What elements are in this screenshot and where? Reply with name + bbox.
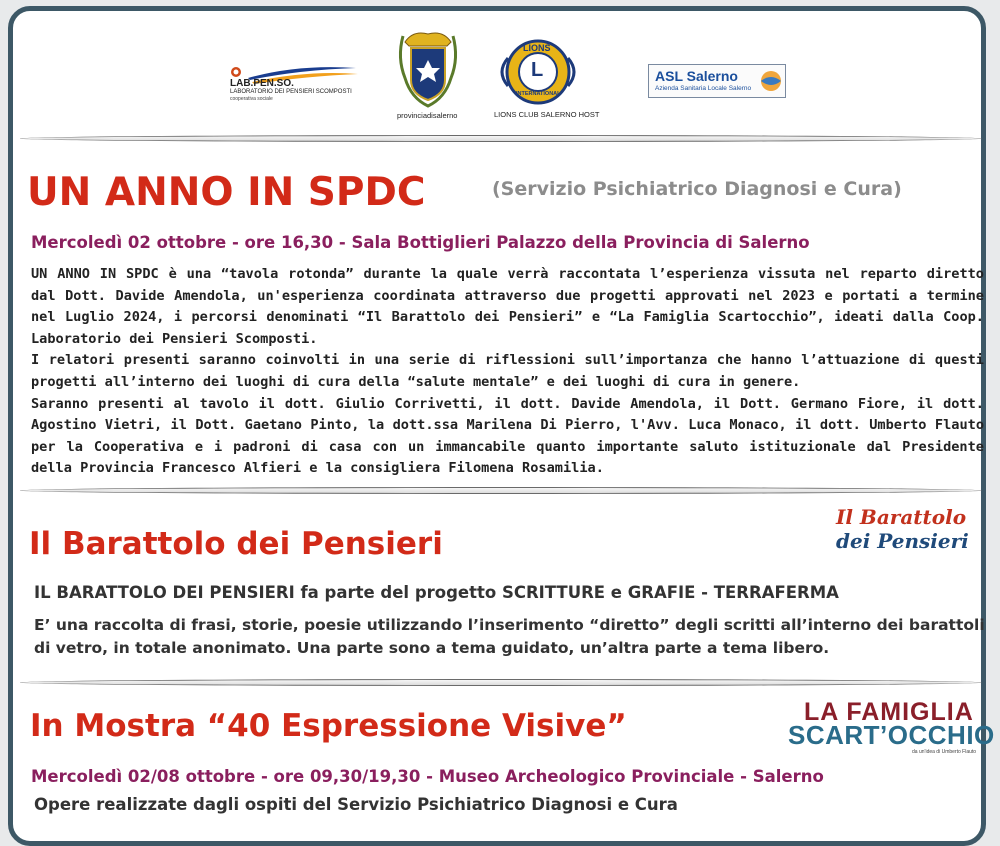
famiglia-logo	[788, 698, 995, 760]
section3-title: In Mostra “40 Espressione Visive”	[30, 708, 627, 744]
lions-caption: LIONS CLUB SALERNO HOST	[494, 110, 600, 119]
divider-3	[20, 679, 982, 686]
barattolo-logo-line2: dei Pensieri	[836, 529, 969, 553]
famiglia-logo-line1: LA FAMIGLIA	[804, 698, 974, 726]
barattolo-logo	[836, 505, 969, 567]
section1-subtitle: (Servizio Psichiatrico Diagnosi e Cura)	[492, 178, 902, 200]
section1-paragraph-3: Saranno presenti al tavolo il dott. Giulio Corrivetti, il dott. Davide Amendola, il Dott. Germano Fiore, il dott. Agostino Vietri, il Dott. Gaetano Pinto, la dott.ssa Marilena Di Pierro, l'Avv. Luca Monaco, il dott. Umberto Flauto per la Cooperativa e i padroni di casa con un immancabile quanto importante saluto istituzionale dal Presidente della Provincia Francesco Alfieri e la consigliera Filomena Rosamilia.	[31, 395, 984, 477]
asl-title: ASL Salerno	[655, 68, 738, 84]
section1-paragraph-1: UN ANNO IN SPDC è una “tavola rotonda” durante la quale verrà raccontata l’esperienza vissuta nel reparto diretto dal Dott. Davide Amendola, un'esperienza coordinata attraverso due progetti approvati nel 2023 e portati a termine nel Luglio 2024, i percorsi denominati “Il Barattolo dei Pensieri” e “La Famiglia Scartocchio”, ideati dalla Coop. Laboratorio dei Pensieri Scomposti.	[31, 266, 984, 347]
section3-date-line: Mercoledì 02/08 ottobre - ore 09,30/19,30 - Museo Archeologico Provinciale - Salerno	[31, 767, 824, 786]
lions-letter: L	[531, 59, 544, 81]
labpenso-subtitle-2: cooperativa sociale	[230, 96, 273, 102]
lions-bottom-text: INTERNATIONAL	[516, 91, 561, 97]
labpenso-name: LAB.PEN.SO.	[230, 78, 294, 89]
divider-2	[20, 487, 982, 494]
section3-line1: Opere realizzate dagli ospiti del Servizio Psichiatrico Diagnosi e Cura	[34, 795, 678, 814]
labpenso-subtitle: LABORATORIO DEI PENSIERI SCOMPOSTI	[230, 89, 352, 95]
asl-subtitle: Azienda Sanitaria Locale Salerno	[655, 85, 752, 92]
famiglia-logo-credit: da un'idea di Umberto Flauto	[912, 749, 977, 755]
section1-paragraph-2: I relatori presenti saranno coinvolti in una serie di riflessioni sull’importanza che hanno l’attuazione di questi progetti all’interno dei luoghi di cura della “salute mentale” e dei luoghi di cura in genere.	[31, 352, 984, 390]
section2-line1: IL BARATTOLO DEI PENSIERI fa parte del progetto SCRITTURE e GRAFIE - TERRAFERMA	[34, 583, 839, 602]
famiglia-logo-line2: SCART’OCCHIO	[788, 720, 995, 750]
section2-title: Il Barattolo dei Pensieri	[29, 526, 443, 562]
provincia-logo	[393, 28, 463, 123]
lions-logo	[494, 38, 604, 122]
provincia-crest-icon	[393, 28, 463, 110]
section1-body	[31, 264, 984, 480]
section2-line2: E’ una raccolta di frasi, storie, poesie utilizzando l’inserimento “diretto” degli scritti all’interno dei barattoli di vetro, in totale anonimato. Una parte sono a tema guidato, un’altra parte a tema libero.	[34, 616, 985, 657]
labpenso-logo	[228, 62, 363, 102]
asl-logo	[648, 64, 786, 98]
divider-1	[20, 135, 982, 142]
section1-title: UN ANNO IN SPDC	[27, 170, 426, 215]
asl-globe-icon	[759, 69, 783, 93]
section1-date-line: Mercoledì 02 ottobre - ore 16,30 - Sala Bottiglieri Palazzo della Provincia di Salerno	[31, 233, 810, 252]
provincia-label: provinciadisalerno	[397, 111, 458, 120]
barattolo-logo-line1: Il Barattolo	[836, 505, 967, 529]
lions-top-text: LIONS	[523, 43, 551, 53]
